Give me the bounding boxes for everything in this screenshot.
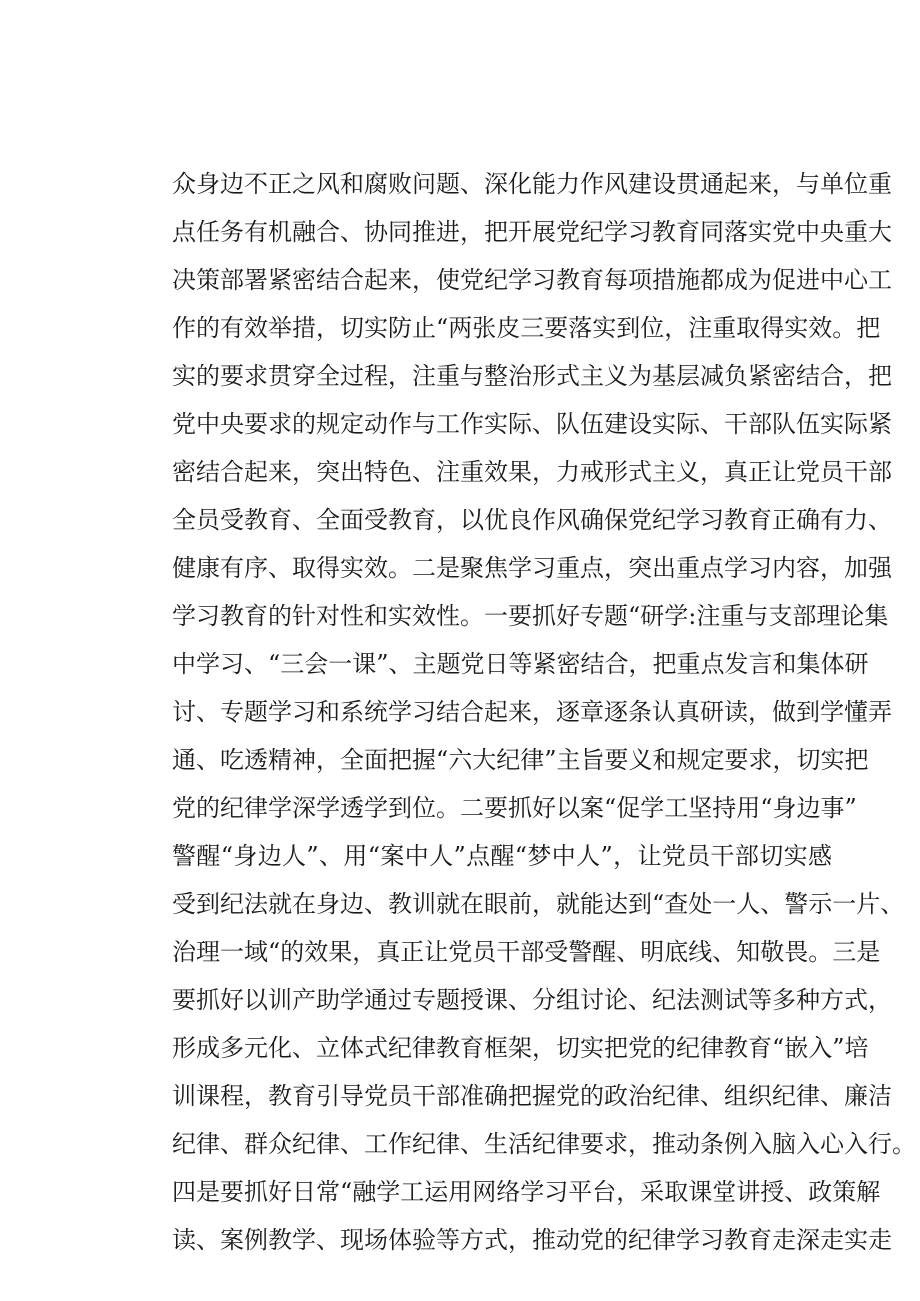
text-line: 纪律、群众纪律、工作纪律、生活纪律要求，推动条例入脑入心入行。 <box>172 1130 916 1158</box>
text-line: 训课程，教育引导党员干部准确把握党的政治纪律、组织纪律、廉洁 <box>172 1082 892 1110</box>
text-line: 学习教育的针对性和实效性。一要抓好专题“研学:注重与支部理论集 <box>172 602 889 630</box>
text-line: 党中央要求的规定动作与工作实际、队伍建设实际、干部队伍实际紧 <box>172 410 892 438</box>
text-line: 密结合起来，突出特色、注重效果，力戒形式主义，真正让党员干部 <box>172 458 892 486</box>
text-line: 读、案例教学、现场体验等方式，推动党的纪律学习教育走深走实走 <box>172 1226 892 1254</box>
body-text <box>172 160 916 1264</box>
text-line: 通、吃透精神，全面把握“六大纪律”主旨要义和规定要求，切实把 <box>172 746 869 774</box>
text-line: 受到纪法就在身边、教训就在眼前，就能达到“查处一人、警示一片、 <box>172 890 905 918</box>
text-line: 众身边不正之风和腐败问题、深化能力作风建设贯通起来，与单位重 <box>172 170 892 198</box>
text-line: 警醒“身边人”、用“案中人”点醒“梦中人”，让党员干部切实感 <box>172 842 832 870</box>
text-line: 中学习、“三会一课”、主题党日等紧密结合，把重点发言和集体研 <box>172 650 869 678</box>
text-line: 全员受教育、全面受教育，以优良作风确保党纪学习教育正确有力、 <box>172 506 892 534</box>
text-line: 要抓好以训产助学通过专题授课、分组讨论、纪法测试等多种方式， <box>172 986 892 1014</box>
text-line: 决策部署紧密结合起来，使党纪学习教育每项措施都成为促进中心工 <box>172 266 892 294</box>
text-line: 四是要抓好日常“融学工运用网络学习平台，采取课堂讲授、政策解 <box>172 1178 881 1206</box>
text-line: 健康有序、取得实效。二是聚焦学习重点，突出重点学习内容，加强 <box>172 554 892 582</box>
text-line: 党的纪律学深学透学到位。二要抓好以案“促学工坚持用“身边事” <box>172 794 857 822</box>
text-line: 治理一域“的效果，真正让党员干部受警醒、明底线、知敬畏。三是 <box>172 938 881 966</box>
text-line: 作的有效举措，切实防止“两张皮三要落实到位，注重取得实效。把 <box>172 314 881 342</box>
text-line: 讨、专题学习和系统学习结合起来，逐章逐条认真研读，做到学懂弄 <box>172 698 892 726</box>
text-line: 实的要求贯穿全过程，注重与整治形式主义为基层减负紧密结合，把 <box>172 362 892 390</box>
text-line: 形成多元化、立体式纪律教育框架，切实把党的纪律教育“嵌入”培 <box>172 1034 869 1062</box>
text-line: 点任务有机融合、协同推进，把开展党纪学习教育同落实党中央重大 <box>172 218 892 246</box>
